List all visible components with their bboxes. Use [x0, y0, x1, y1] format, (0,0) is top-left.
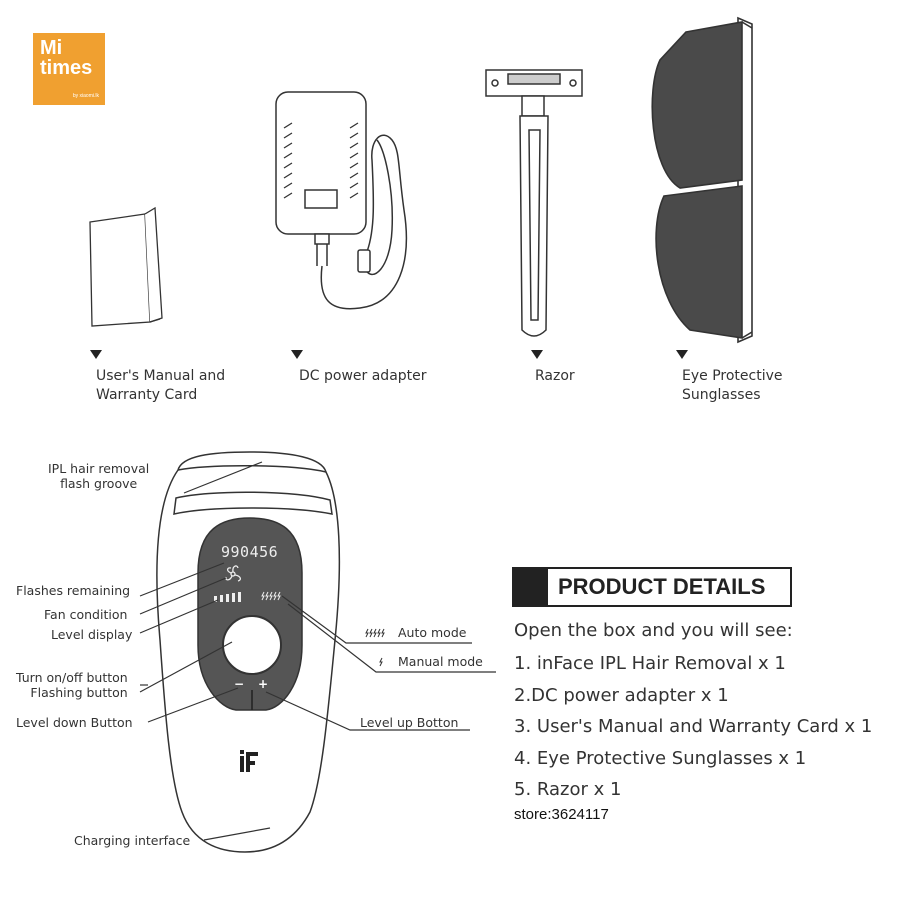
- manual-booklet-icon: [90, 208, 162, 326]
- minus-icon: −: [234, 677, 245, 691]
- label-flashes-remaining: Flashes remaining: [16, 583, 131, 598]
- list-item: 5. Razor x 1: [514, 779, 622, 800]
- label-fan-condition: Fan condition: [44, 607, 128, 622]
- caption-manual-line2: Warranty Card: [96, 387, 198, 403]
- auto-mode-symbol: [366, 629, 384, 637]
- caption-adapter: [299, 367, 427, 386]
- caption-sunglasses-line1: Eye Protective: [682, 368, 783, 384]
- manual-mode-symbol: [380, 658, 382, 666]
- label-charging-interface: Charging interface: [74, 833, 191, 848]
- label-level-down: Level down Button: [16, 715, 133, 730]
- store-id: store:3624117: [514, 806, 609, 823]
- label-power-button-line2: Flashing button: [30, 685, 128, 700]
- mode-symbols: [366, 629, 384, 666]
- list-item: 1. inFace IPL Hair Removal x 1: [514, 653, 786, 674]
- mitimes-logo: [33, 33, 105, 105]
- product-details-heading: [512, 567, 792, 607]
- label-flash-groove: [48, 461, 149, 491]
- pointer-triangles: [90, 350, 688, 359]
- caption-manual: [96, 367, 225, 405]
- caption-razor-line1: Razor: [535, 368, 575, 384]
- logo-small-text: by xiaomi.lk: [72, 93, 99, 99]
- list-item: 3. User's Manual and Warranty Card x 1: [514, 716, 873, 737]
- label-flash-groove-line2: flash groove: [60, 476, 138, 491]
- label-auto-mode: Auto mode: [398, 625, 467, 640]
- logo-line2: times: [40, 57, 93, 79]
- package-contents-list: [514, 648, 872, 806]
- label-power-button: [16, 670, 128, 700]
- display-number: 990456: [221, 543, 279, 561]
- label-flash-groove-line1: IPL hair removal: [48, 461, 150, 476]
- sunglasses-icon: [652, 18, 752, 342]
- label-level-up: Level up Botton: [360, 715, 459, 730]
- caption-sunglasses: [682, 367, 782, 405]
- caption-sunglasses-line2: Sunglasses: [682, 387, 761, 403]
- ipl-device: [157, 452, 340, 852]
- list-item: 2.DC power adapter x 1: [514, 684, 729, 706]
- plus-icon: +: [258, 677, 269, 691]
- label-manual-mode: Manual mode: [398, 654, 483, 669]
- razor-icon: [486, 70, 582, 336]
- caption-manual-line1: User's Manual and: [96, 368, 226, 384]
- caption-adapter-line1: DC power adapter: [299, 368, 427, 384]
- heading-accent-bar: [514, 569, 548, 605]
- details-intro: Open the box and you will see:: [514, 620, 793, 641]
- label-level-display: Level display: [51, 627, 133, 642]
- label-power-button-line1: Turn on/off button: [16, 670, 128, 685]
- logo-line1: Mi: [40, 37, 63, 59]
- list-item: 4. Eye Protective Sunglasses x 1: [514, 747, 807, 769]
- power-adapter-icon: [276, 92, 406, 309]
- product-details-title: PRODUCT DETAILS: [558, 574, 766, 599]
- caption-razor: [535, 367, 575, 386]
